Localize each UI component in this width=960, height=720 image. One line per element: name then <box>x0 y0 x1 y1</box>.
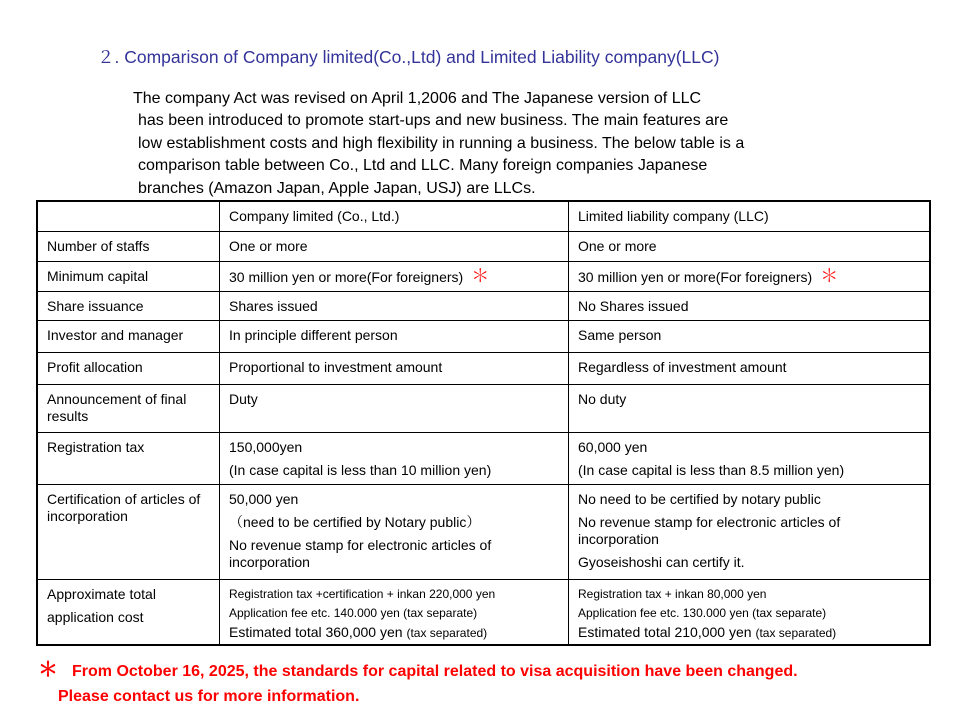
cell: In principle different person <box>220 320 569 352</box>
row-label: Share issuance <box>37 291 220 320</box>
cell: Shares issued <box>220 291 569 320</box>
intro-paragraph <box>133 88 744 200</box>
estimated-total: Estimated total 360,000 yen <box>229 623 403 640</box>
table-row <box>37 261 930 291</box>
row-label: Certification of articles of incorporation <box>37 484 220 579</box>
cell-line: (In case capital is less than 10 million yen) <box>229 461 492 478</box>
table-header-row <box>37 201 930 231</box>
cell-line: 60,000 yen <box>578 438 648 455</box>
cell: One or more <box>220 231 569 261</box>
cell: No Shares issued <box>569 291 931 320</box>
cell-line: (In case capital is less than 8.5 million yen) <box>578 461 845 478</box>
cell <box>220 484 569 579</box>
estimated-total: Estimated total 210,000 yen <box>578 623 752 640</box>
cell: Regardless of investment amount <box>569 352 931 384</box>
comparison-table <box>36 200 931 646</box>
row-label: Number of staffs <box>37 231 220 261</box>
cell: Duty <box>220 384 569 432</box>
table-row <box>37 320 930 352</box>
cell-text: 30 million yen or more(For foreigners) <box>229 268 464 285</box>
intro-line: The company Act was revised on April 1,2006 and The Japanese version of LLC <box>133 90 702 107</box>
row-label: Registration tax <box>37 432 220 484</box>
tax-note: (tax separated) <box>406 625 488 640</box>
table-row <box>37 579 930 645</box>
intro-line: comparison table between Co., Ltd and LLC. Many foreign companies Japanese <box>138 157 708 175</box>
cell-line: Registration tax + inkan 80,000 yen <box>578 586 767 601</box>
cell-text: 30 million yen or more(For foreigners) <box>578 268 813 285</box>
cell <box>569 579 931 645</box>
cell <box>569 484 931 579</box>
table-row <box>37 291 930 320</box>
table-row <box>37 231 930 261</box>
intro-line: branches (Amazon Japan, Apple Japan, USJ) are LLCs. <box>138 179 536 197</box>
cell-line: （need to be certified by Notary public） <box>229 513 481 530</box>
table-row <box>37 384 930 432</box>
cell: Same person <box>569 320 931 352</box>
cell-line: No revenue stamp for electronic articles of incorporation <box>578 513 841 547</box>
row-label: Profit allocation <box>37 352 220 384</box>
cell-line: 150,000yen <box>229 438 303 455</box>
table-row <box>37 432 930 484</box>
table-row <box>37 484 930 579</box>
table-row <box>37 352 930 384</box>
cell <box>220 432 569 484</box>
header-cell <box>37 201 220 231</box>
cell-line: Application fee etc. 140.000 yen (tax separate) <box>229 605 478 620</box>
footnote-line: Please contact us for more information. <box>58 688 360 705</box>
asterisk-mark: ＊ <box>471 265 490 286</box>
cell <box>220 261 569 291</box>
row-label: Minimum capital <box>37 261 220 291</box>
cell-line: Registration tax +certification + inkan 220,000 yen <box>229 586 496 601</box>
cell-line: Gyoseishoshi can certify it. <box>578 553 745 570</box>
cell <box>569 261 931 291</box>
cell-line: Application fee etc. 130.000 yen (tax separate) <box>578 605 827 620</box>
intro-line: has been introduced to promote start-ups and new business. The main features are <box>138 112 729 130</box>
header-cell: Company limited (Co., Ltd.) <box>220 201 569 231</box>
intro-line: low establishment costs and high flexibility in running a business. The below table is a <box>138 134 745 152</box>
cell <box>220 579 569 645</box>
row-label: Announcement of final results <box>37 384 220 432</box>
asterisk-mark: ＊ <box>38 659 58 681</box>
footnote <box>38 658 798 709</box>
asterisk-mark: ＊ <box>820 265 839 286</box>
cell-line <box>229 624 559 642</box>
header-cell: Limited liability company (LLC) <box>569 201 931 231</box>
cell-line <box>578 624 920 642</box>
cell-line: 50,000 yen <box>229 490 299 507</box>
page-title: ２. Comparison of Company limited(Co.,Ltd) and Limited Liability company(LLC) <box>97 47 720 67</box>
cell <box>569 432 931 484</box>
cell-line: No need to be certified by notary public <box>578 490 821 507</box>
row-label: Approximate total application cost <box>37 579 220 645</box>
cell: One or more <box>569 231 931 261</box>
footnote-line: From October 16, 2025, the standards for capital related to visa acquisition have been changed. <box>72 663 798 680</box>
row-label: Investor and manager <box>37 320 220 352</box>
cell: Proportional to investment amount <box>220 352 569 384</box>
cell-line: No revenue stamp for electronic articles of incorporation <box>229 536 492 570</box>
tax-note: (tax separated) <box>755 625 837 640</box>
cell: No duty <box>569 384 931 432</box>
